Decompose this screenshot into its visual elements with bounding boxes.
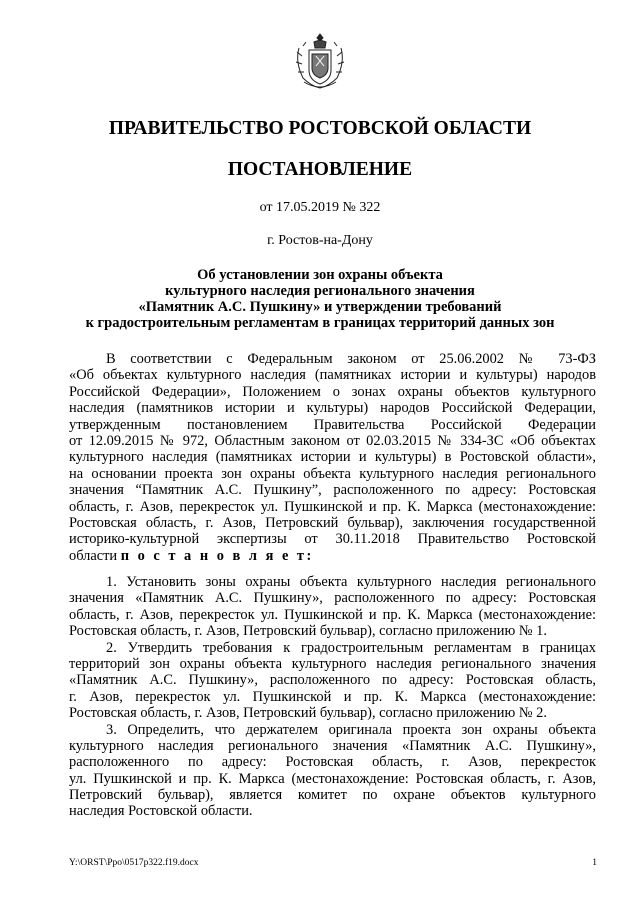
text-line: Ростовская область, г. Азов, Петровский бульвар), согласно приложению № 1.	[69, 623, 547, 640]
text-line: Петровский бульвар), является комитет по охране объектов культурного	[69, 787, 596, 804]
text-line: территорий зон охраны объекта культурного наследия регионального значения	[69, 655, 596, 672]
text-line: культурного наследия регионального значения «Памятник А.С. Пушкину»,	[69, 737, 596, 754]
document-date-number: от 17.05.2019 № 322	[259, 200, 381, 215]
text-line: историко-культурной экспертизы от 30.11.2018 Правительство Ростовской	[69, 531, 596, 548]
text-line: 1. Установить зоны охраны объекта культурного наследия регионального	[106, 574, 596, 590]
text-line: 3. Определить, что держателем оригинала проекта зон охраны объекта	[106, 721, 596, 738]
document-type: ПОСТАНОВЛЕНИЕ	[227, 159, 413, 180]
title-line: к градостроительным регламентам в границах территорий данных зон	[85, 315, 555, 331]
text-line: наследия Ростовской области.	[69, 803, 253, 820]
footer-page-number: 1	[592, 858, 597, 868]
footer-file-path: Y:\ORST\Ppo\0517p322.f19.docx	[69, 858, 199, 868]
text-line: расположенного по адресу: Ростовская область, г. Азов, перекресток	[69, 754, 596, 771]
resolves-line	[69, 548, 596, 564]
resolves-word: п о с т а н о в л я е т:	[120, 547, 314, 564]
document-title	[60, 267, 580, 331]
document-city: г. Ростов-на-Дону	[267, 233, 373, 248]
title-line: «Памятник А.С. Пушкину» и утверждении требований	[138, 299, 502, 315]
text-line: наследия (памятников истории и культуры) народов Российской Федерации,	[69, 400, 596, 417]
text-line: на основании проекта зон охраны объекта культурного наследия регионального	[69, 465, 596, 482]
title-line: Об установлении зон охраны объекта	[197, 267, 443, 283]
text-line: Ростовская область, г. Азов, Петровский бульвар), согласно приложению № 2.	[69, 705, 547, 722]
title-line: культурного наследия регионального значения	[165, 283, 475, 299]
text-line: «Об объектах культурного наследия (памятниках истории и культуры) народов	[69, 367, 596, 384]
coat-of-arms-icon	[294, 32, 346, 92]
resolution-items	[69, 574, 596, 820]
text-line: Ростовская область, г. Азов, Петровский бульвар), заключения государственной	[69, 514, 596, 531]
text-line: В соответствии с Федеральным законом от 25.06.2002 № 73-ФЗ	[106, 351, 596, 367]
text-line: утвержденным постановлением Правительства Российской Федерации	[69, 416, 596, 433]
text-line: значения «Памятник А.С. Пушкину», расположенного по адресу: Ростовская	[69, 590, 596, 607]
organization-name: ПРАВИТЕЛЬСТВО РОСТОВСКОЙ ОБЛАСТИ	[108, 118, 532, 139]
text-line: г. Азов, перекресток ул. Пушкинской и пр. К. Маркса (местонахождение:	[69, 688, 596, 705]
text-line: значения “Памятник А.С. Пушкину”, расположенного по адресу: Ростовская	[69, 482, 596, 499]
text-line: от 12.09.2015 № 972, Областным законом от 02.03.2015 № 334-ЗС «Об объектах	[69, 432, 596, 449]
preamble-paragraph	[69, 351, 596, 564]
text-line-end: области	[69, 547, 118, 564]
text-line: Российской Федерации», Положением о зонах охраны объектов культурного	[69, 383, 596, 400]
text-line: «Памятник А.С. Пушкину», расположенного по адресу: Ростовская область,	[69, 672, 596, 689]
text-line: область, г. Азов, перекресток ул. Пушкинской и пр. К. Маркса (местонахождение:	[69, 606, 596, 623]
text-line: культурного наследия (памятниках истории и культуры) в Ростовской области»,	[69, 449, 596, 466]
text-line: 2. Утвердить требования к градостроительным регламентам в границах	[106, 639, 596, 656]
text-line: ул. Пушкинской и пр. К. Маркса (местонахождение: Ростовская область, г. Азов,	[69, 770, 596, 787]
text-line: область, г. Азов, перекресток ул. Пушкинской и пр. К. Маркса (местонахождение:	[69, 498, 596, 515]
